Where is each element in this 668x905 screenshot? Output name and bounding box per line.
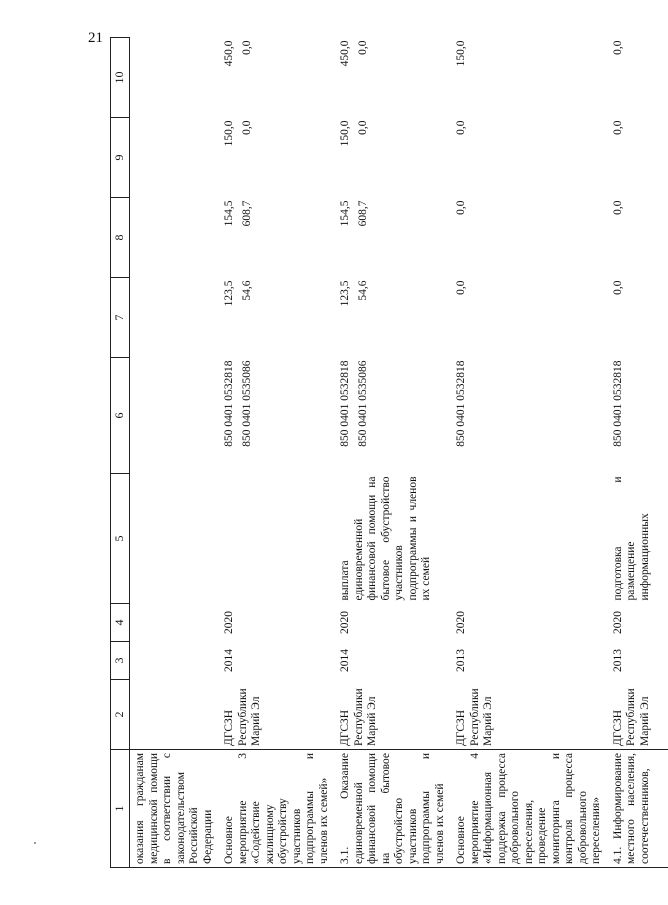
cell-amount	[219, 38, 335, 118]
cell-amount	[219, 118, 335, 198]
cell-amount	[219, 198, 335, 278]
cell-code	[219, 358, 335, 474]
budget-code: 850 0401 0532818	[455, 360, 467, 447]
cell-amount	[335, 118, 451, 198]
amount-value: 608,7	[356, 200, 369, 227]
cell-start-year: 2013	[611, 649, 624, 672]
table-row	[451, 38, 608, 868]
cell-amount	[335, 278, 451, 358]
col-header-6: 6	[111, 358, 130, 474]
amount-value: 450,0	[339, 40, 351, 67]
cell-activity: Основное мероприятие 3 «Содействие жилищному обустройству участников подпрограммы и членов их семей»	[219, 750, 335, 868]
amount-value: 0,0	[455, 280, 467, 295]
cell-amount	[451, 38, 608, 118]
amount-value: 154,5	[339, 200, 351, 227]
cell-code	[130, 358, 220, 474]
rotated-table-page	[110, 38, 651, 868]
amount-value: 150,0	[455, 40, 467, 67]
cell-code	[335, 358, 451, 474]
amount-value: 150,0	[223, 120, 235, 147]
col-header-4: 4	[111, 604, 130, 642]
amount-value: 0,0	[611, 120, 624, 135]
cell-end-year: 2020	[455, 611, 467, 634]
col-header-3: 3	[111, 642, 130, 680]
amount-value: 0,0	[455, 120, 467, 135]
cell-amount	[130, 118, 220, 198]
cell-executor: ДГСЗН Республики Марий Эл	[339, 688, 378, 746]
amount-value: 154,5	[223, 200, 235, 227]
cell-amount	[335, 38, 451, 118]
cell-amount	[608, 278, 668, 358]
amount-value: 0,0	[611, 280, 624, 295]
cell-end-year: 2020	[611, 611, 624, 634]
cell-amount	[608, 118, 668, 198]
table-row	[608, 38, 668, 868]
budget-code: 850 0401 0535086	[240, 360, 253, 447]
cell-code	[451, 358, 608, 474]
amount-value: 0,0	[611, 40, 624, 55]
cell-end-year	[130, 604, 220, 642]
amount-value: 54,6	[240, 280, 253, 301]
amount-value: 123,5	[223, 280, 235, 307]
cell-activity: 4.1. Информирование местного населения, соотечественников,	[608, 750, 668, 868]
amount-value: 0,0	[356, 40, 369, 55]
cell-result	[130, 474, 220, 604]
cell-amount	[219, 278, 335, 358]
amount-value: 450,0	[223, 40, 235, 67]
program-table	[110, 37, 668, 868]
cell-amount	[130, 38, 220, 118]
cell-start-year: 2014	[223, 649, 235, 672]
cell-end-year: 2020	[339, 611, 351, 634]
cell-start-year: 2014	[339, 649, 351, 672]
cell-start-year: 2013	[455, 649, 467, 672]
cell-amount	[335, 198, 451, 278]
amount-value: 0,0	[455, 200, 467, 215]
table-row	[219, 38, 335, 868]
cell-amount	[451, 118, 608, 198]
cell-amount	[130, 278, 220, 358]
col-header-5: 5	[111, 474, 130, 604]
cell-executor: ДГСЗН Республики Марий Эл	[455, 688, 494, 746]
col-header-7: 7	[111, 278, 130, 358]
amount-value: 150,0	[339, 120, 351, 147]
table-row	[130, 38, 220, 868]
table-row	[335, 38, 451, 868]
cell-activity: Основное мероприятие 4 «Информационная поддержка процесса добровольного переселения, проведение мониторинга и контроля процесса добровольного переселения»	[451, 750, 608, 868]
budget-code: 850 0401 0532818	[339, 360, 351, 447]
cell-amount	[608, 198, 668, 278]
cell-executor: ДГСЗН Республики Марий Эл	[611, 688, 651, 746]
cell-amount	[130, 198, 220, 278]
budget-code: 850 0401 0532818	[223, 360, 235, 447]
cell-result	[219, 474, 335, 604]
cell-end-year: 2020	[223, 611, 235, 634]
cell-result	[451, 474, 608, 604]
cell-amount	[451, 278, 608, 358]
amount-value: 0,0	[240, 120, 253, 135]
col-header-2: 2	[111, 680, 130, 750]
cell-result: подготовка и размещение информационных	[611, 476, 651, 601]
cell-executor: ДГСЗН Республики Марий Эл	[223, 688, 262, 746]
cell-executor	[130, 680, 220, 750]
budget-code: 850 0401 0535086	[356, 360, 369, 447]
col-header-10: 10	[111, 38, 130, 118]
amount-value: 54,6	[356, 280, 369, 301]
cell-amount	[451, 198, 608, 278]
amount-value: 123,5	[339, 280, 351, 307]
col-header-9: 9	[111, 118, 130, 198]
cell-start-year	[130, 642, 220, 680]
cell-activity: 3.1. Оказание единовременной финансовой помощи на бытовое обустройство участников подпрограммы и членов их семей	[335, 750, 451, 868]
amount-value: 0,0	[611, 200, 624, 215]
header-row	[111, 38, 130, 868]
cell-result: выплата единовременной финансовой помощи на бытовое обустройство участников подпрограммы и членов их семей	[339, 476, 432, 601]
page-number: 21	[88, 30, 103, 46]
col-header-8: 8	[111, 198, 130, 278]
col-header-1: 1	[111, 750, 130, 868]
amount-value: 608,7	[240, 200, 253, 227]
cell-activity: оказания гражданам медицинской помощи в соответствии с законодательством Российской Федерации	[130, 750, 220, 868]
cell-amount	[608, 38, 668, 118]
scan-speck	[34, 842, 36, 844]
amount-value: 0,0	[240, 40, 253, 55]
cell-code	[608, 358, 668, 474]
amount-value: 0,0	[356, 120, 369, 135]
budget-code: 850 0401 0532818	[611, 360, 624, 447]
